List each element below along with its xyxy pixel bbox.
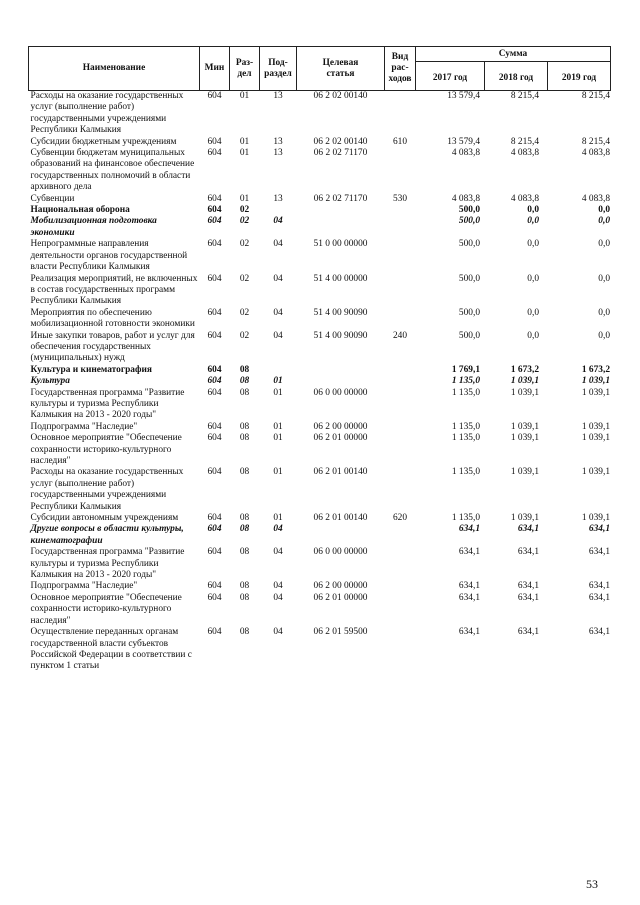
row-sum-2017: 500,0 xyxy=(458,307,480,318)
row-name: Субсидии автономным учреждениям xyxy=(30,513,179,524)
row-name: Подпрограмма "Наследие" xyxy=(30,421,138,432)
row-target-article: 06 2 01 59500 xyxy=(313,627,368,638)
table-row xyxy=(29,331,611,365)
row-target-article xyxy=(297,365,385,376)
row-sum-2017: 500,0 xyxy=(458,216,480,227)
row-sum-2018: 634,1 xyxy=(517,627,539,638)
row-expense-type xyxy=(385,205,416,216)
row-min: 604 xyxy=(207,330,222,341)
row-podrazdel: 13 xyxy=(273,91,283,101)
row-sum-2017: 634,1 xyxy=(458,592,480,603)
row-target-article: 06 2 01 00140 xyxy=(313,513,368,524)
row-min: 604 xyxy=(207,376,222,387)
row-name: Субвенции бюджетам муниципальных образований на финансовое обеспечение государственных полномочий в области архивного дела xyxy=(30,148,195,193)
row-name: Иные закупки товаров, работ и услуг для обеспечения государственных (муниципальных) нужд xyxy=(30,330,195,364)
row-expense-type xyxy=(385,216,416,239)
row-min: 604 xyxy=(207,364,222,375)
row-target-article: 06 2 02 00140 xyxy=(313,91,368,101)
row-target-article: 51 4 00 90090 xyxy=(313,307,368,318)
row-sum-2018: 1 039,1 xyxy=(510,513,539,524)
row-expense-type xyxy=(385,433,416,467)
table-row xyxy=(29,194,611,205)
row-razdel: 02 xyxy=(239,330,250,341)
row-sum-2018: 0,0 xyxy=(527,239,539,250)
row-min: 604 xyxy=(207,524,222,535)
row-min: 604 xyxy=(207,592,222,603)
row-sum-2017: 634,1 xyxy=(458,547,480,558)
row-target-article: 06 2 02 71170 xyxy=(313,148,368,159)
row-sum-2018: 1 673,2 xyxy=(510,364,539,375)
row-sum-2019: 0,0 xyxy=(598,216,610,227)
row-razdel: 01 xyxy=(239,193,250,204)
row-sum-2019: 1 039,1 xyxy=(581,387,610,398)
row-name: Другие вопросы в области культуры, кинематографии xyxy=(30,524,184,546)
row-min: 604 xyxy=(207,239,222,250)
row-sum-2019: 0,0 xyxy=(598,307,610,318)
row-expense-type xyxy=(385,388,416,422)
row-sum-2019: 1 039,1 xyxy=(581,421,610,432)
row-sum-2017: 500,0 xyxy=(458,239,480,250)
table-row xyxy=(29,205,611,216)
header-2017: 2017 год xyxy=(416,62,485,91)
table-row xyxy=(29,216,611,239)
row-podrazdel: 04 xyxy=(273,547,283,558)
row-razdel: 02 xyxy=(239,239,250,250)
row-name: Подпрограмма "Наследие" xyxy=(30,581,138,592)
row-target-article: 06 0 00 00000 xyxy=(313,547,368,558)
row-min: 604 xyxy=(207,91,222,101)
row-sum-2017: 4 083,8 xyxy=(451,148,480,159)
row-expense-type: 620 xyxy=(392,513,408,524)
table-row xyxy=(29,388,611,422)
row-sum-2017: 500,0 xyxy=(458,205,480,216)
row-min: 604 xyxy=(207,307,222,318)
table-row xyxy=(29,91,611,137)
table-row xyxy=(29,593,611,627)
row-razdel: 01 xyxy=(239,91,250,101)
row-sum-2017: 1 135,0 xyxy=(451,433,480,444)
row-sum-2018: 8 215,4 xyxy=(510,136,539,147)
row-podrazdel: 04 xyxy=(273,273,283,284)
row-target-article: 06 2 01 00000 xyxy=(313,433,368,444)
row-sum-2019: 1 039,1 xyxy=(581,467,610,478)
row-min: 604 xyxy=(207,547,222,558)
row-razdel: 01 xyxy=(239,148,250,159)
row-sum-2017: 13 579,4 xyxy=(447,136,480,147)
row-sum-2018: 1 039,1 xyxy=(510,467,539,478)
row-sum-2018: 0,0 xyxy=(527,273,539,284)
row-target-article: 06 2 02 00140 xyxy=(313,136,368,147)
row-razdel: 08 xyxy=(239,627,250,638)
row-target-article: 51 0 00 00000 xyxy=(313,239,368,250)
row-sum-2018: 4 083,8 xyxy=(510,148,539,159)
row-target-article xyxy=(297,216,385,239)
row-target-article xyxy=(297,376,385,387)
row-sum-2019: 634,1 xyxy=(588,547,610,558)
row-expense-type xyxy=(385,376,416,387)
header-vid: Вид рас- ходов xyxy=(385,47,416,91)
row-name: Национальная оборона xyxy=(30,205,130,216)
row-razdel: 08 xyxy=(239,581,250,592)
row-razdel: 08 xyxy=(239,387,250,398)
table-row xyxy=(29,422,611,433)
row-target-article: 06 2 02 71170 xyxy=(313,193,368,204)
table-row xyxy=(29,308,611,331)
row-podrazdel xyxy=(260,205,297,216)
row-sum-2017: 4 083,8 xyxy=(451,193,480,204)
row-sum-2019: 1 039,1 xyxy=(581,433,610,444)
row-target-article: 06 2 00 00000 xyxy=(313,581,368,592)
row-podrazdel: 01 xyxy=(273,421,283,432)
row-expense-type: 610 xyxy=(392,136,408,147)
row-expense-type xyxy=(385,467,416,513)
header-target: Целевая статья xyxy=(297,47,385,91)
table-row xyxy=(29,137,611,148)
row-podrazdel: 04 xyxy=(273,627,283,638)
row-expense-type xyxy=(385,547,416,581)
row-expense-type xyxy=(385,308,416,331)
row-razdel: 08 xyxy=(239,467,250,478)
row-sum-2018: 634,1 xyxy=(517,592,539,603)
row-sum-2018: 634,1 xyxy=(517,524,539,535)
row-min: 604 xyxy=(207,193,222,204)
row-name: Основное мероприятие "Обеспечение сохранности историко-культурного наследия" xyxy=(30,433,182,466)
header-sum: Сумма xyxy=(416,47,611,62)
row-name: Расходы на оказание государственных услуг (выполнение работ) государственными учреждениями Республики Калмыкия xyxy=(30,91,184,136)
row-name: Государственная программа "Развитие культуры и туризма Республики Калмыкия на 2013 - 2020 годы" xyxy=(30,387,185,421)
row-podrazdel: 04 xyxy=(273,581,283,592)
row-sum-2017: 1 135,0 xyxy=(451,467,480,478)
table-row xyxy=(29,627,611,673)
row-razdel: 08 xyxy=(239,433,250,444)
row-sum-2019: 0,0 xyxy=(598,239,610,250)
row-name: Осуществление переданных органам государственной власти субъектов Российской Федерации в соответствии с пунктом 1 статьи xyxy=(30,627,192,672)
row-expense-type xyxy=(385,422,416,433)
row-razdel: 02 xyxy=(239,307,250,318)
row-sum-2018: 4 083,8 xyxy=(510,193,539,204)
row-target-article xyxy=(297,524,385,547)
row-sum-2017: 1 135,0 xyxy=(451,513,480,524)
table-row xyxy=(29,524,611,547)
row-name: Субвенции xyxy=(30,193,75,204)
row-podrazdel: 04 xyxy=(273,330,283,341)
row-sum-2018: 1 039,1 xyxy=(510,376,539,387)
header-2019: 2019 год xyxy=(548,62,611,91)
row-sum-2019: 1 039,1 xyxy=(581,513,610,524)
row-sum-2019: 4 083,8 xyxy=(581,148,610,159)
row-min: 604 xyxy=(207,581,222,592)
row-target-article: 51 4 00 90090 xyxy=(313,330,368,341)
row-podrazdel: 04 xyxy=(273,216,283,227)
row-name: Реализация мероприятий, не включенных в состав государственных программ Республики Калмыкия xyxy=(30,273,198,307)
row-podrazdel: 13 xyxy=(273,193,283,204)
row-expense-type xyxy=(385,581,416,592)
row-sum-2018: 0,0 xyxy=(527,330,539,341)
row-podrazdel: 04 xyxy=(273,524,283,535)
row-min: 604 xyxy=(207,467,222,478)
row-min: 604 xyxy=(207,216,222,227)
row-sum-2018: 634,1 xyxy=(517,547,539,558)
row-podrazdel: 01 xyxy=(273,387,283,398)
row-sum-2017: 1 769,1 xyxy=(451,364,480,375)
row-sum-2018: 0,0 xyxy=(527,216,539,227)
row-sum-2018: 1 039,1 xyxy=(510,421,539,432)
row-name: Основное мероприятие "Обеспечение сохранности историко-культурного наследия" xyxy=(30,592,182,626)
row-min: 604 xyxy=(207,205,222,216)
header-name: Наименование xyxy=(29,47,200,91)
row-sum-2018: 8 215,4 xyxy=(510,91,539,101)
table-row xyxy=(29,467,611,513)
row-name: Государственная программа "Развитие культуры и туризма Республики Калмыкия на 2013 - 2020 годы" xyxy=(30,547,185,581)
row-podrazdel: 13 xyxy=(273,136,283,147)
row-sum-2019: 1 039,1 xyxy=(581,376,610,387)
row-min: 604 xyxy=(207,136,222,147)
row-sum-2018: 0,0 xyxy=(527,205,539,216)
table-row xyxy=(29,376,611,387)
row-razdel: 08 xyxy=(239,547,250,558)
row-sum-2019: 1 673,2 xyxy=(581,364,610,375)
row-razdel: 02 xyxy=(239,205,250,216)
row-name: Культура xyxy=(30,376,70,387)
row-razdel: 02 xyxy=(239,216,250,227)
table-row xyxy=(29,239,611,273)
row-sum-2017: 1 135,0 xyxy=(451,376,480,387)
row-target-article: 06 2 01 00140 xyxy=(313,467,368,478)
row-expense-type xyxy=(385,627,416,673)
row-sum-2019: 634,1 xyxy=(588,524,610,535)
row-podrazdel: 01 xyxy=(273,513,283,524)
row-sum-2019: 4 083,8 xyxy=(581,193,610,204)
row-sum-2017: 13 579,4 xyxy=(447,91,480,101)
row-sum-2019: 634,1 xyxy=(588,592,610,603)
table-body xyxy=(29,91,611,673)
row-sum-2019: 8 215,4 xyxy=(581,136,610,147)
row-name: Расходы на оказание государственных услуг (выполнение работ) государственными учреждениями Республики Калмыкия xyxy=(30,467,184,512)
row-razdel: 02 xyxy=(239,273,250,284)
table-row xyxy=(29,365,611,376)
row-sum-2019: 0,0 xyxy=(598,273,610,284)
row-expense-type xyxy=(385,593,416,627)
row-min: 604 xyxy=(207,627,222,638)
row-sum-2018: 1 039,1 xyxy=(510,433,539,444)
row-sum-2019: 8 215,4 xyxy=(581,91,610,101)
row-name: Культура и кинематография xyxy=(30,364,152,375)
row-razdel: 08 xyxy=(239,513,250,524)
row-min: 604 xyxy=(207,148,222,159)
row-sum-2017: 500,0 xyxy=(458,273,480,284)
row-sum-2017: 634,1 xyxy=(458,581,480,592)
row-sum-2019: 0,0 xyxy=(598,205,610,216)
row-razdel: 08 xyxy=(239,421,250,432)
row-sum-2018: 634,1 xyxy=(517,581,539,592)
row-target-article xyxy=(297,205,385,216)
page-number: 53 xyxy=(586,877,598,891)
row-sum-2018: 0,0 xyxy=(527,307,539,318)
header-min: Мин xyxy=(200,47,230,91)
row-sum-2017: 1 135,0 xyxy=(451,387,480,398)
row-podrazdel: 04 xyxy=(273,239,283,250)
row-min: 604 xyxy=(207,433,222,444)
row-sum-2019: 634,1 xyxy=(588,627,610,638)
row-podrazdel xyxy=(260,365,297,376)
row-expense-type xyxy=(385,91,416,137)
row-razdel: 08 xyxy=(239,524,250,535)
header-razdel: Раз- дел xyxy=(230,47,260,91)
header-2018: 2018 год xyxy=(485,62,548,91)
row-target-article: 06 2 01 00000 xyxy=(313,592,368,603)
row-min: 604 xyxy=(207,421,222,432)
row-razdel: 08 xyxy=(239,592,250,603)
row-expense-type xyxy=(385,239,416,273)
row-podrazdel: 01 xyxy=(273,376,283,387)
row-name: Мероприятия по обеспечению мобилизационной готовности экономики xyxy=(30,307,195,330)
row-podrazdel: 01 xyxy=(273,433,283,444)
row-razdel: 08 xyxy=(239,364,250,375)
row-min: 604 xyxy=(207,513,222,524)
row-sum-2017: 634,1 xyxy=(458,524,480,535)
row-expense-type xyxy=(385,524,416,547)
row-sum-2019: 0,0 xyxy=(598,330,610,341)
row-name: Мобилизационная подготовка экономики xyxy=(30,216,157,238)
row-name: Субсидии бюджетным учреждениям xyxy=(30,136,177,147)
table-row xyxy=(29,274,611,308)
row-sum-2017: 634,1 xyxy=(458,627,480,638)
table-row xyxy=(29,148,611,194)
row-podrazdel: 04 xyxy=(273,307,283,318)
row-min: 604 xyxy=(207,387,222,398)
row-target-article: 51 4 00 00000 xyxy=(313,273,368,284)
table-row xyxy=(29,547,611,581)
row-podrazdel: 04 xyxy=(273,592,283,603)
row-sum-2018: 1 039,1 xyxy=(510,387,539,398)
row-target-article: 06 2 00 00000 xyxy=(313,421,368,432)
table-row xyxy=(29,581,611,592)
row-target-article: 06 0 00 00000 xyxy=(313,387,368,398)
header-podrazdel: Под- раздел xyxy=(260,47,297,91)
row-expense-type: 240 xyxy=(392,330,408,341)
row-razdel: 01 xyxy=(239,136,250,147)
row-podrazdel: 13 xyxy=(273,148,283,159)
row-expense-type xyxy=(385,148,416,194)
row-razdel: 08 xyxy=(239,376,250,387)
table-row xyxy=(29,513,611,524)
row-sum-2017: 500,0 xyxy=(458,330,480,341)
row-min: 604 xyxy=(207,273,222,284)
row-name: Непрограммные направления деятельности органов государственной власти Республики Калмыкия xyxy=(30,239,188,273)
row-expense-type xyxy=(385,365,416,376)
budget-table xyxy=(28,46,611,673)
row-expense-type: 530 xyxy=(392,193,408,204)
row-sum-2019: 634,1 xyxy=(588,581,610,592)
row-podrazdel: 01 xyxy=(273,467,283,478)
row-sum-2017: 1 135,0 xyxy=(451,421,480,432)
row-expense-type xyxy=(385,274,416,308)
table-header xyxy=(29,47,611,91)
table-row xyxy=(29,433,611,467)
